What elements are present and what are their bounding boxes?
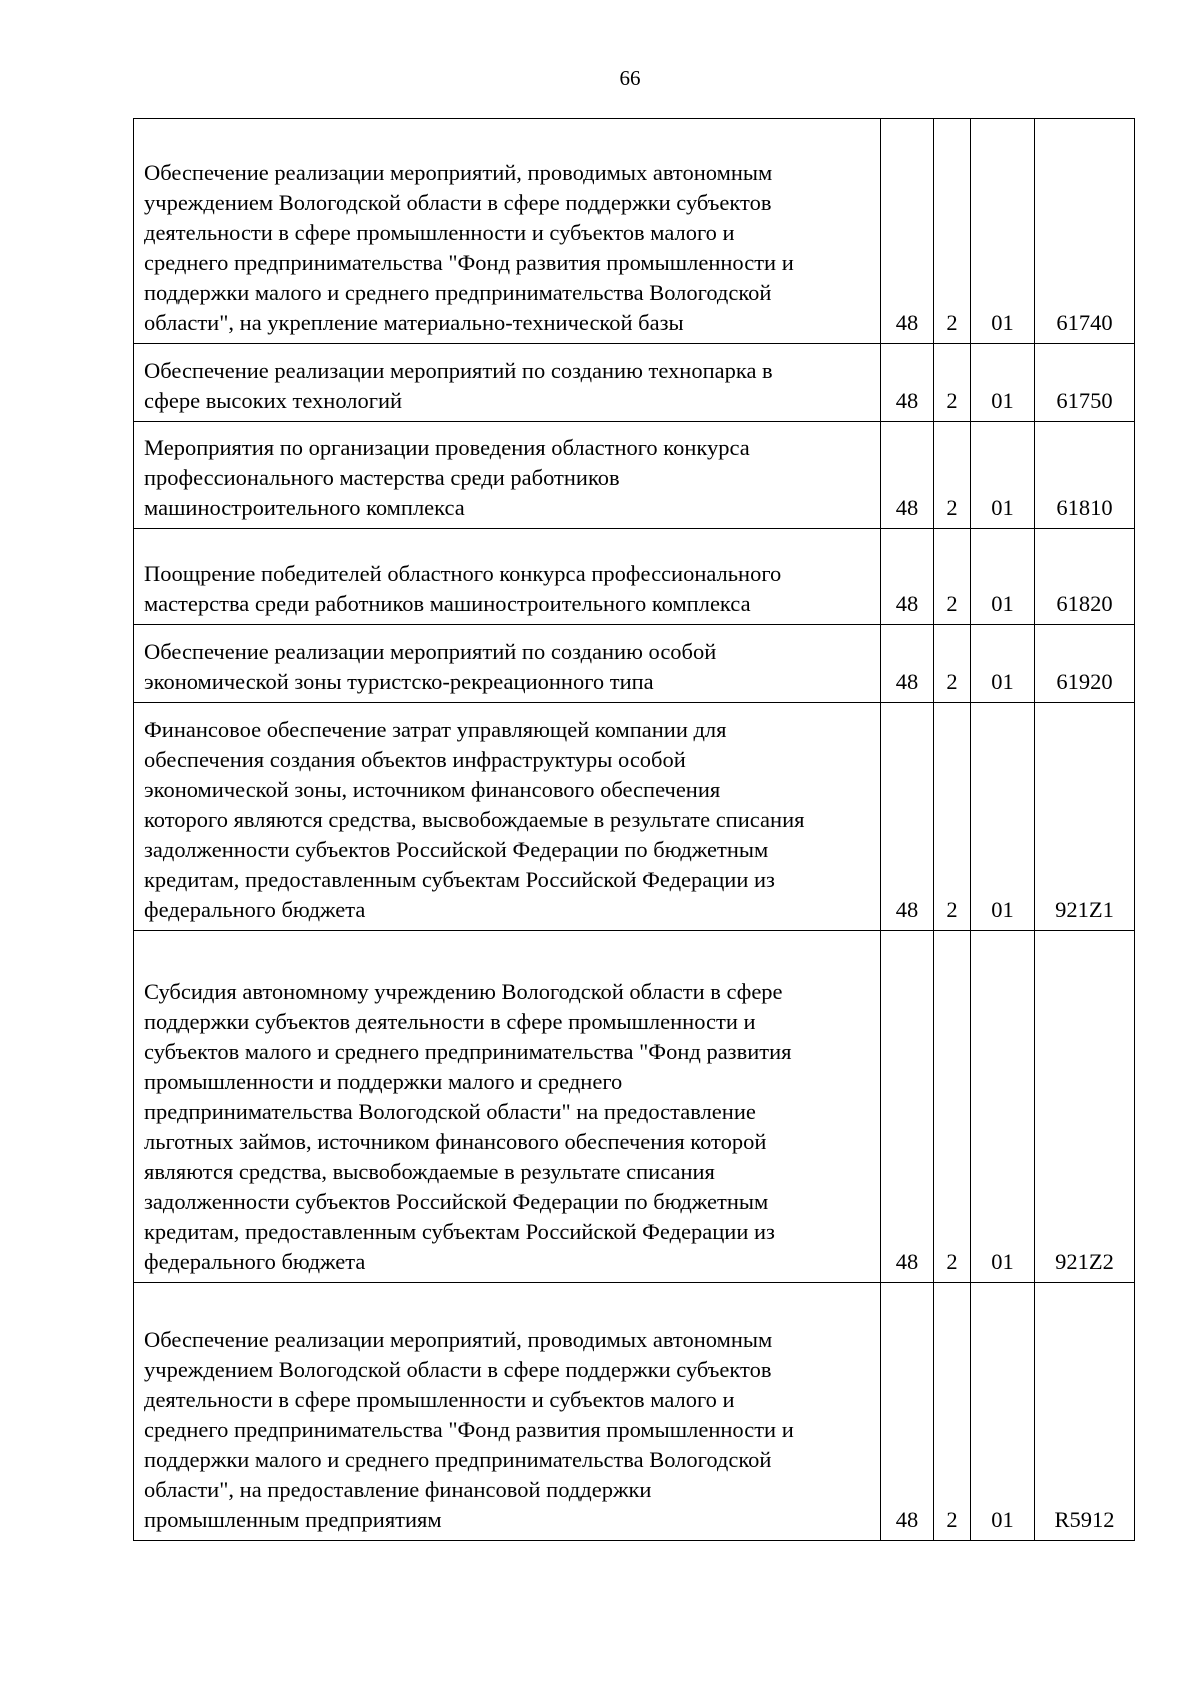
ministry-code-cell: 48 [881, 529, 934, 625]
row-description: Поощрение победителей областного конкурса профессионального мастерства среди работников машиностроительного комплекса [144, 561, 782, 616]
row-description-cell [134, 625, 881, 703]
table-row [134, 529, 1135, 625]
table-row [134, 344, 1135, 422]
subprogram-code-cell: 01 [971, 1283, 1035, 1541]
program-code-cell: 2 [934, 625, 971, 703]
ministry-code-cell: 48 [881, 344, 934, 422]
direction-code-cell: 61750 [1035, 344, 1135, 422]
table-row [134, 119, 1135, 344]
direction-code-cell: 61740 [1035, 119, 1135, 344]
direction-code-cell: 921Z2 [1035, 931, 1135, 1283]
row-description: Обеспечение реализации мероприятий, проводимых автономным учреждением Вологодской области в сфере поддержки субъектов деятельности в сфере промышленности и субъектов малого и среднего предпринимательства "Фонд развития промышленности и поддержки малого и среднего предпринимательства Вологодской области", на укрепление материально-технической базы [144, 160, 794, 335]
budget-table [133, 118, 1135, 1541]
row-description: Финансовое обеспечение затрат управляющей компании для обеспечения создания объектов инфраструктуры особой экономической зоны, источником финансового обеспечения которого являются средства, высвобождаемые в результате списания задолженности субъектов Российской Федерации по бюджетным кредитам, предоставленным субъектам Российской Федерации из федерального бюджета [144, 717, 805, 922]
row-description-cell [134, 422, 881, 529]
ministry-code-cell: 48 [881, 119, 934, 344]
row-description-cell [134, 1283, 881, 1541]
row-description-cell [134, 529, 881, 625]
table-row [134, 422, 1135, 529]
subprogram-code-cell: 01 [971, 703, 1035, 931]
subprogram-code-cell: 01 [971, 344, 1035, 422]
ministry-code-cell: 48 [881, 1283, 934, 1541]
program-code-cell: 2 [934, 422, 971, 529]
row-description-cell [134, 931, 881, 1283]
page-number: 66 [619, 66, 641, 90]
row-description-cell [134, 344, 881, 422]
subprogram-code-cell: 01 [971, 529, 1035, 625]
table-row [134, 703, 1135, 931]
row-description: Субсидия автономному учреждению Вологодской области в сфере поддержки субъектов деятельности в сфере промышленности и субъектов малого и среднего предпринимательства "Фонд развития промышленности и поддержки малого и среднего предпринимательства Вологодской области" на предоставление льготных займов, источником финансового обеспечения которой являются средства, высвобождаемые в результате списания задолженности субъектов Российской Федерации по бюджетным кредитам, предоставленным субъектам Российской Федерации из федерального бюджета [144, 979, 792, 1274]
program-code-cell: 2 [934, 703, 971, 931]
row-description-cell [134, 703, 881, 931]
ministry-code-cell: 48 [881, 931, 934, 1283]
program-code-cell: 2 [934, 529, 971, 625]
ministry-code-cell: 48 [881, 422, 934, 529]
table-row [134, 931, 1135, 1283]
direction-code-cell: 61810 [1035, 422, 1135, 529]
program-code-cell: 2 [934, 931, 971, 1283]
ministry-code-cell: 48 [881, 703, 934, 931]
program-code-cell: 2 [934, 1283, 971, 1541]
subprogram-code-cell: 01 [971, 119, 1035, 344]
row-description-cell [134, 119, 881, 344]
table-row [134, 1283, 1135, 1541]
direction-code-cell: R5912 [1035, 1283, 1135, 1541]
row-description: Обеспечение реализации мероприятий по созданию технопарка в сфере высоких технологий [144, 358, 773, 413]
ministry-code-cell: 48 [881, 625, 934, 703]
direction-code-cell: 61820 [1035, 529, 1135, 625]
program-code-cell: 2 [934, 344, 971, 422]
row-description: Мероприятия по организации проведения областного конкурса профессионального мастерства среди работников машиностроительного комплекса [144, 435, 750, 520]
subprogram-code-cell: 01 [971, 625, 1035, 703]
subprogram-code-cell: 01 [971, 422, 1035, 529]
program-code-cell: 2 [934, 119, 971, 344]
table-row [134, 625, 1135, 703]
subprogram-code-cell: 01 [971, 931, 1035, 1283]
direction-code-cell: 921Z1 [1035, 703, 1135, 931]
row-description: Обеспечение реализации мероприятий по созданию особой экономической зоны туристско-рекреационного типа [144, 639, 717, 694]
row-description: Обеспечение реализации мероприятий, проводимых автономным учреждением Вологодской области в сфере поддержки субъектов деятельности в сфере промышленности и субъектов малого и среднего предпринимательства "Фонд развития промышленности и поддержки малого и среднего предпринимательства Вологодской области", на предоставление финансовой поддержки промышленным предприятиям [144, 1327, 794, 1532]
direction-code-cell: 61920 [1035, 625, 1135, 703]
